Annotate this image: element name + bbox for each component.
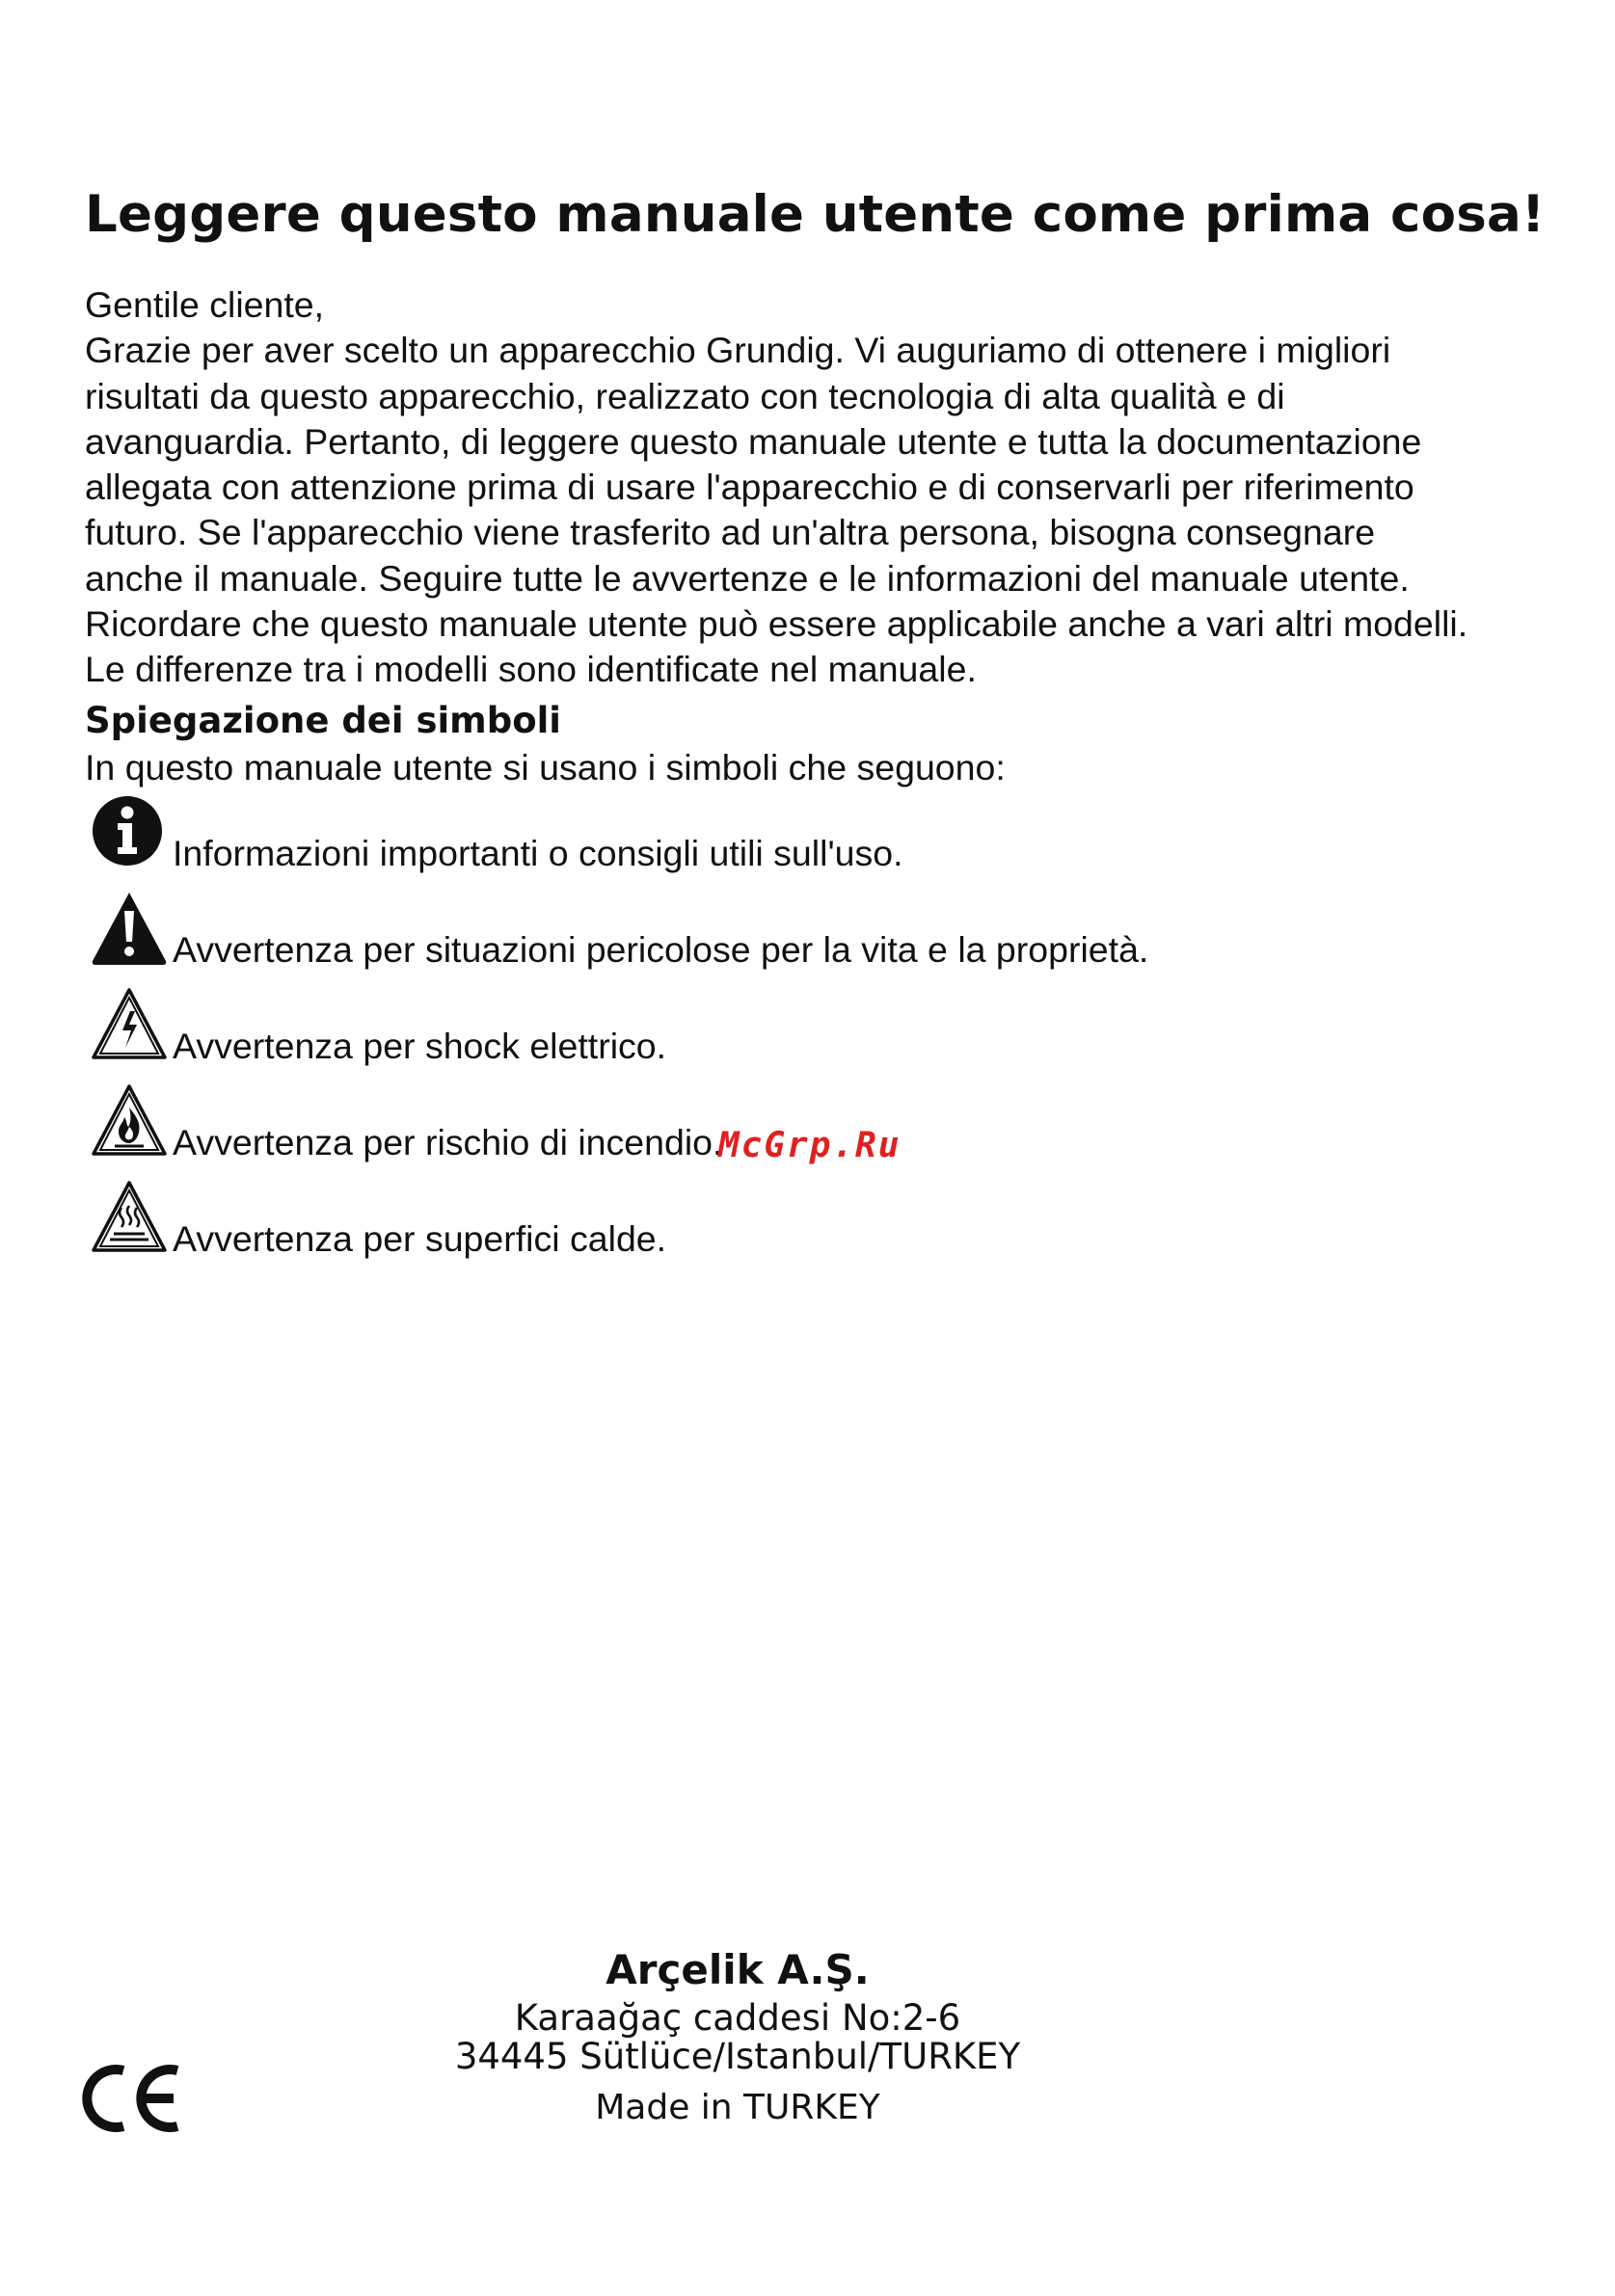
electric-shock-icon (91, 986, 168, 1063)
greeting: Gentile cliente, (85, 284, 325, 325)
made-in: Made in TURKEY (595, 2088, 880, 2127)
intro-text (85, 282, 1589, 693)
ce-mark-icon (81, 2063, 181, 2134)
warning-icon (91, 890, 168, 967)
street-address: Karaağaç caddesi No:2-6 (514, 1997, 961, 2039)
symbol-item-fire (85, 1082, 1338, 1169)
fire-hazard-icon (91, 1082, 168, 1160)
page-title: Leggere questo manuale utente come prima cosa! (85, 185, 1546, 244)
hot-surface-icon (91, 1179, 168, 1256)
symbol-item-warning (85, 890, 1338, 976)
manufacturer-address (386, 1941, 1090, 2130)
symbol-label: Avvertenza per superfici calde. (173, 1218, 667, 1259)
symbol-item-hot-surface (85, 1179, 1338, 1266)
company-name: Arçelik A.Ş. (606, 1946, 870, 1993)
symbols-intro: In questo manuale utente si usano i simboli che seguono: (85, 747, 1006, 788)
symbol-item-info (85, 793, 1338, 880)
symbol-label: Informazioni importanti o consigli utili sull'uso. (173, 833, 903, 873)
watermark: McGrp.Ru (718, 1126, 902, 1165)
symbols-heading: Spiegazione dei simboli (85, 700, 561, 741)
symbol-label: Avvertenza per situazioni pericolose per la vita e la proprietà. (173, 929, 1149, 970)
symbol-item-electric-shock (85, 986, 1338, 1073)
city-address: 34445 Sütlüce/Istanbul/TURKEY (454, 2036, 1021, 2077)
intro-paragraph: Grazie per aver scelto un apparecchio Grundig. Vi auguriamo di ottenere i migliori risultati da questo apparecchio, realizzato con tecnologia di alta qualità e di avanguardia. Pertanto, di leggere questo manuale utente e tutta la documentazione allegata con attenzione prima di usare l'apparecchio e di conservarli per riferimento futuro. Se l'apparecchio viene trasferito ad un'altra persona, bisogna consegnare anche il manuale. Seguire tutte le avvertenze e le informazioni del manuale utente. Ricordare che questo manuale utente può essere applicabile anche a vari altri modelli. Le differenze tra i modelli sono identificate nel manuale. (85, 330, 1468, 690)
info-icon (91, 793, 168, 870)
symbol-label: Avvertenza per rischio di incendio. (173, 1122, 723, 1162)
symbol-label: Avvertenza per shock elettrico. (173, 1026, 667, 1066)
